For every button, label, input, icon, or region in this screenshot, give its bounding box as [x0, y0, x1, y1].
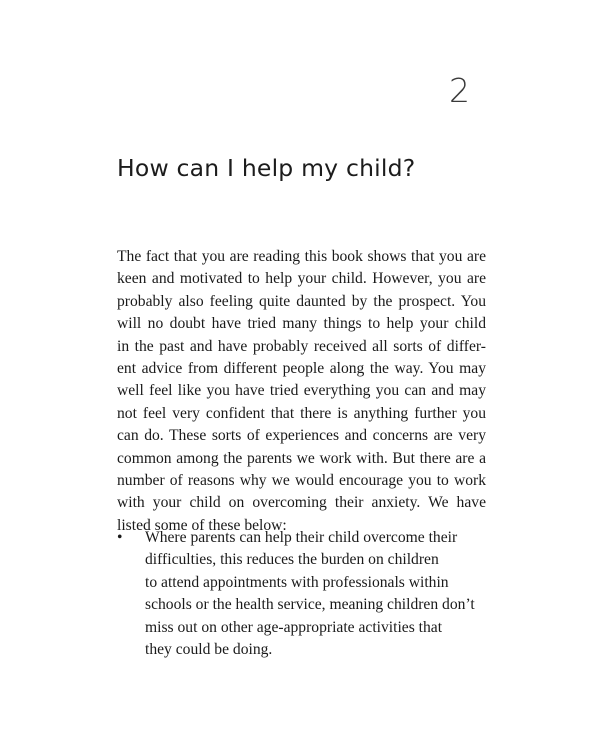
paragraph-line: will no doubt have tried many things to help your child: [117, 315, 486, 333]
bullet-list: [117, 527, 486, 661]
paragraph-line: keen and motivated to help your child. However, you are: [117, 270, 486, 288]
paragraph-line: well feel like you have tried everything you can and may: [117, 382, 486, 400]
paragraph-line: probably also feeling quite daunted by the prospect. You: [117, 292, 486, 310]
paragraph-line: in the past and have probably received all sorts of differ-: [117, 337, 486, 355]
chapter-title: How can I help my child?: [117, 154, 416, 182]
bullet-marker: •: [117, 529, 123, 546]
paragraph-line: can do. These sorts of experiences and concerns are very: [117, 427, 486, 445]
bullet-line: Where parents can help their child overcome their: [145, 529, 458, 546]
paragraph-line: The fact that you are reading this book shows that you are: [117, 248, 486, 265]
bullet-line: to attend appointments with professionals within: [145, 573, 449, 591]
list-item: [117, 527, 486, 661]
chapter-number: 2: [449, 71, 470, 110]
bullet-line: miss out on other age-appropriate activities that: [145, 618, 443, 636]
paragraph-line: with your child on overcoming their anxiety. We have: [117, 494, 486, 512]
paragraph-line: listed some of these below:: [117, 516, 287, 534]
paragraph-line: not feel very confident that there is anything further you: [117, 404, 486, 422]
bullet-line: difficulties, this reduces the burden on children: [145, 551, 439, 569]
paragraph-line: common among the parents we work with. But there are a: [117, 449, 486, 467]
bullet-line: they could be doing.: [145, 641, 273, 659]
bullet-line: schools or the health service, meaning children don’t: [145, 596, 475, 614]
body-paragraph: [117, 246, 486, 537]
paragraph-line: number of reasons why we would encourage you to work: [117, 472, 486, 490]
paragraph-line: ent advice from different people along the way. You may: [117, 360, 486, 378]
